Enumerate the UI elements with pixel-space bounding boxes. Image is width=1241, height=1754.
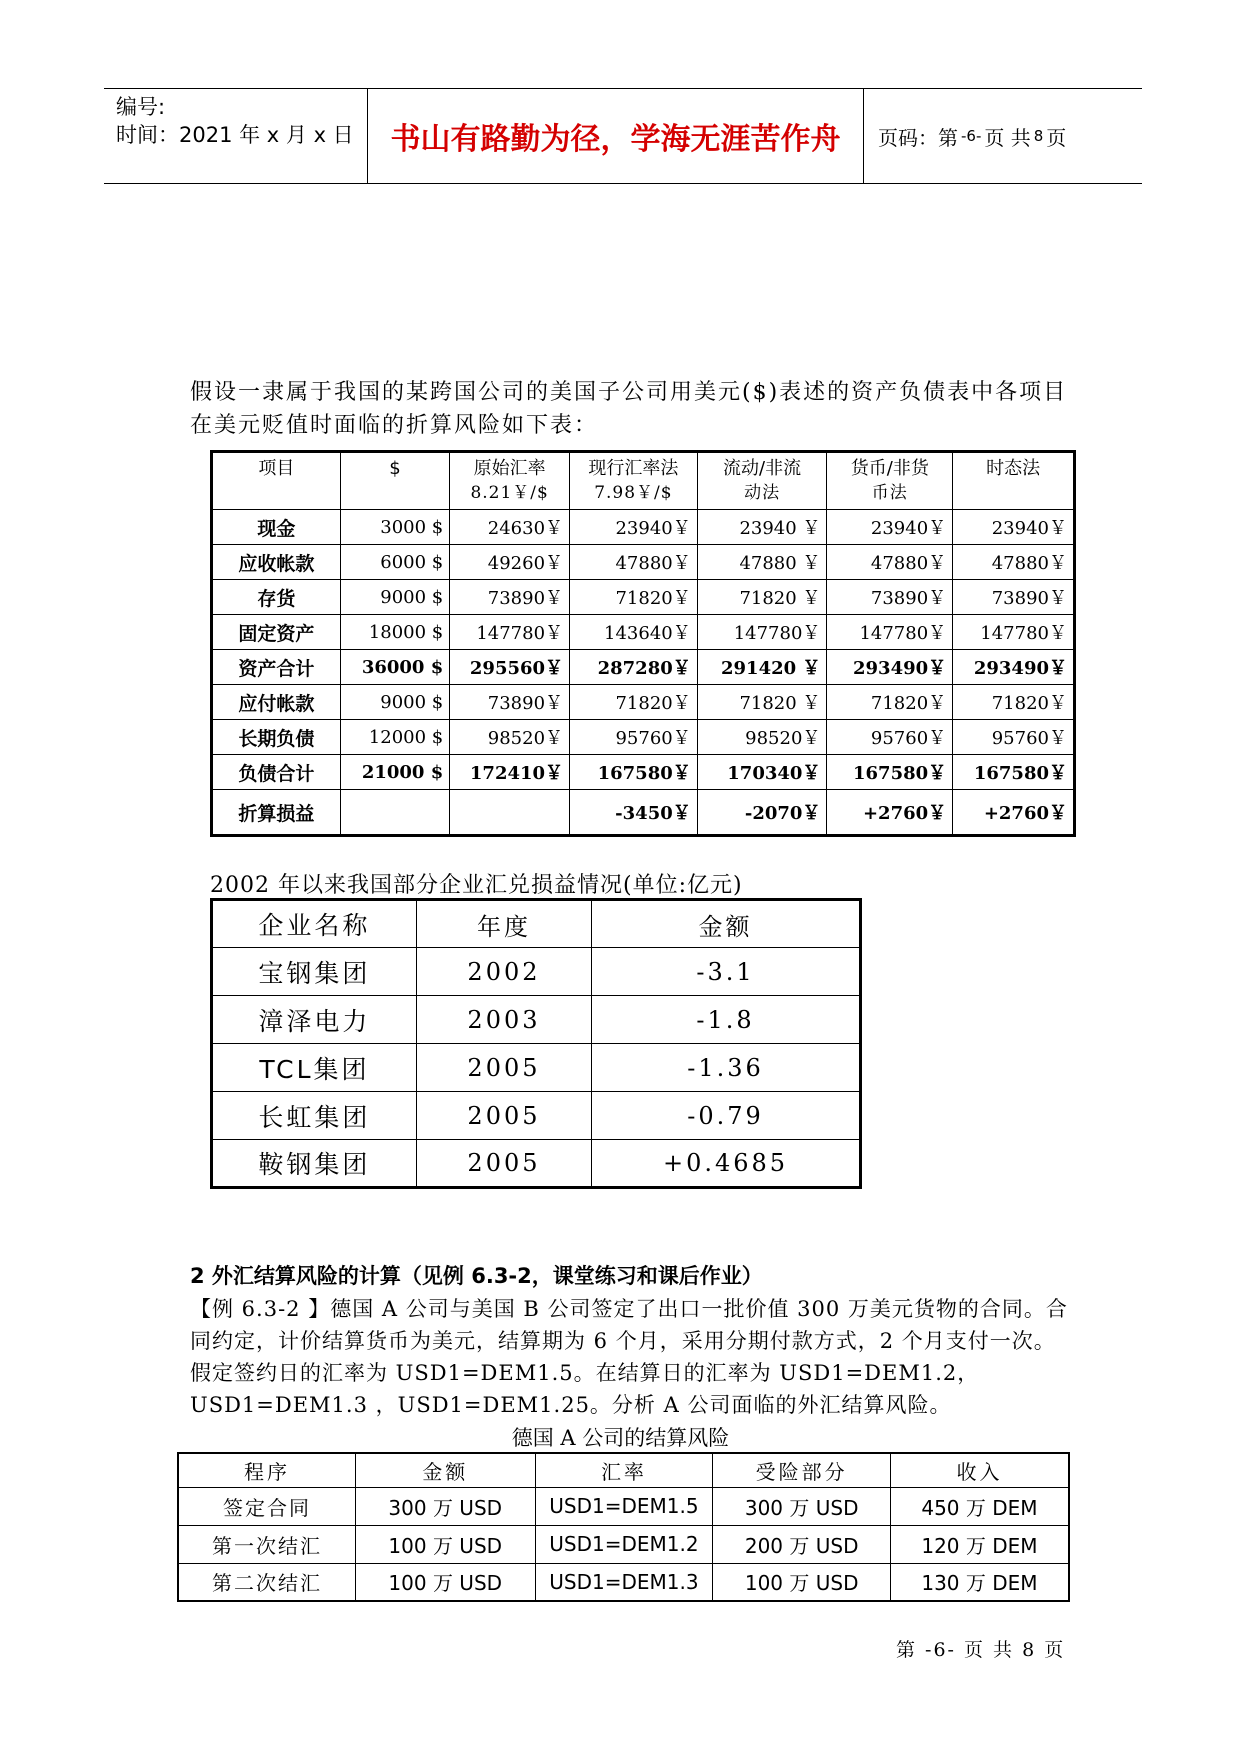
table-cell: 2005 <box>416 1092 591 1140</box>
table-cell: 9000 $ <box>340 580 450 615</box>
table1-row <box>212 755 1075 790</box>
step-label: 第二次结汇 <box>178 1563 355 1601</box>
table-cell: 71820￥ <box>570 580 698 615</box>
table1-row <box>212 790 1075 836</box>
table2-row <box>212 948 861 996</box>
table1-row <box>212 545 1075 580</box>
table-cell: USD1=DEM1.5 <box>535 1487 713 1525</box>
table1-header-cell <box>570 452 698 510</box>
table-cell: 73890￥ <box>827 580 953 615</box>
table-cell: 147780￥ <box>450 615 570 650</box>
settlement-risk-table <box>177 1452 1070 1602</box>
table-cell: 71820￥ <box>953 685 1075 720</box>
table1-header-cell <box>953 452 1075 510</box>
table-cell: 100 万 USD <box>713 1563 891 1601</box>
page-end: 页 <box>1046 125 1067 150</box>
table3-caption: 德国 A 公司的结算风险 <box>511 1426 730 1450</box>
table3-header-row <box>178 1453 1069 1487</box>
table-cell: -3450￥ <box>570 790 698 836</box>
table-cell: 95760￥ <box>953 720 1075 755</box>
intro-paragraph: 假设一隶属于我国的某跨国公司的美国子公司用美元($)表述的资产负债表中各项目在美元贬值时面临的折算风险如下表： <box>190 380 1068 438</box>
page-num: -6- <box>961 127 982 145</box>
table-cell: 47880￥ <box>570 545 698 580</box>
table-cell: 47880￥ <box>827 545 953 580</box>
header-line1: $ <box>389 458 401 479</box>
table-cell: 287280￥ <box>570 650 698 685</box>
table1-header-cell <box>212 452 341 510</box>
table2-header-cell: 金额 <box>592 900 861 948</box>
section-title: 2 外汇结算风险的计算（见例 6.3-2，课堂练习和课后作业） <box>190 1264 763 1288</box>
table-cell: 3000 $ <box>340 510 450 545</box>
header-meta <box>104 89 368 183</box>
table-cell: 71820￥ <box>827 685 953 720</box>
table-cell: 6000 $ <box>340 545 450 580</box>
table-cell: 167580￥ <box>953 755 1075 790</box>
table-cell: 23940 ￥ <box>697 510 827 545</box>
table2-header-row <box>212 900 861 948</box>
header-line2: 动法 <box>744 483 781 503</box>
table-cell: 71820 ￥ <box>697 580 827 615</box>
table-cell: 143640￥ <box>570 615 698 650</box>
table-cell: 170340￥ <box>697 755 827 790</box>
table-cell: 12000 $ <box>340 720 450 755</box>
table1-header-cell <box>340 452 450 510</box>
table-cell: 23940￥ <box>953 510 1075 545</box>
table3-header-cell: 金额 <box>355 1453 535 1487</box>
table2-row <box>212 1092 861 1140</box>
row-label: 应付帐款 <box>212 685 341 720</box>
company-name: 宝钢集团 <box>212 948 417 996</box>
table-cell <box>450 790 570 836</box>
row-label: 折算损益 <box>212 790 341 836</box>
table-cell: 47880 ￥ <box>697 545 827 580</box>
table-cell: 167580￥ <box>570 755 698 790</box>
table-cell: 98520￥ <box>450 720 570 755</box>
page-footer: 第 -6- 页 共 8 页 <box>896 1639 1066 1661</box>
table1-row <box>212 650 1075 685</box>
table-cell: 71820￥ <box>570 685 698 720</box>
table3-header-cell: 汇率 <box>535 1453 713 1487</box>
table-cell: 291420 ￥ <box>697 650 827 685</box>
company-name: 鞍钢集团 <box>212 1140 417 1188</box>
table-cell: 21000 $ <box>340 755 450 790</box>
row-label: 应收帐款 <box>212 545 341 580</box>
table1-row <box>212 720 1075 755</box>
page-total: 8 <box>1033 127 1044 145</box>
page-header <box>104 88 1142 184</box>
row-label: 固定资产 <box>212 615 341 650</box>
table-cell: USD1=DEM1.2 <box>535 1525 713 1563</box>
table1-row <box>212 580 1075 615</box>
table-cell: 167580￥ <box>827 755 953 790</box>
table3-row <box>178 1563 1069 1601</box>
table1-row <box>212 685 1075 720</box>
translation-risk-table <box>210 450 1076 837</box>
table-cell: 450 万 DEM <box>890 1487 1069 1525</box>
table-cell: -3.1 <box>592 948 861 996</box>
table1-header-cell <box>450 452 570 510</box>
table-cell: 147780￥ <box>827 615 953 650</box>
table2-header-cell: 年度 <box>416 900 591 948</box>
table-cell <box>340 790 450 836</box>
table3-row <box>178 1487 1069 1525</box>
table-cell: -1.36 <box>592 1044 861 1092</box>
table-cell: 100 万 USD <box>355 1563 535 1601</box>
company-name: TCL集团 <box>212 1044 417 1092</box>
table1-header-row <box>212 452 1075 510</box>
example-paragraph: 【例 6.3-2 】德国 A 公司与美国 B 公司签定了出口一批价值 300 万美元货物的合同。合同约定，计价结算货币为美元，结算期为 6 个月，采用分期付款方式，2 个月支付一次。假定签约日的汇率为 USD1=DEM1.5。在结算日的汇率为 USD1=DEM1.2，USD1=DEM1.3 ，USD1=DEM1.25。分析 A 公司面临的外汇结算风险。 <box>190 1297 1068 1417</box>
table-cell: 98520￥ <box>697 720 827 755</box>
header-line1: 货币/非货 <box>850 458 929 479</box>
table-cell: -1.8 <box>592 996 861 1044</box>
company-name: 长虹集团 <box>212 1092 417 1140</box>
exchange-loss-table <box>210 898 862 1189</box>
time-label: 时间：2021 年 x 月 x 日 <box>116 123 354 147</box>
step-label: 签定合同 <box>178 1487 355 1525</box>
table3-row <box>178 1525 1069 1563</box>
table-cell: 71820 ￥ <box>697 685 827 720</box>
table-cell: -0.79 <box>592 1092 861 1140</box>
table3-header-cell: 受险部分 <box>713 1453 891 1487</box>
table-cell: 24630￥ <box>450 510 570 545</box>
table3-header-cell: 收入 <box>890 1453 1069 1487</box>
table-cell: 49260￥ <box>450 545 570 580</box>
row-label: 现金 <box>212 510 341 545</box>
table-cell: 73890￥ <box>450 580 570 615</box>
header-line1: 时态法 <box>986 458 1041 479</box>
table-cell: 172410￥ <box>450 755 570 790</box>
page-suffix: 页 共 <box>984 125 1031 150</box>
step-label: 第一次结汇 <box>178 1525 355 1563</box>
table-cell: 18000 $ <box>340 615 450 650</box>
number-label: 编号: <box>116 95 166 119</box>
table-cell: USD1=DEM1.3 <box>535 1563 713 1601</box>
table-cell: 147780￥ <box>953 615 1075 650</box>
table-cell: 2002 <box>416 948 591 996</box>
table-cell: 300 万 USD <box>355 1487 535 1525</box>
table-cell: 95760￥ <box>827 720 953 755</box>
row-label: 存货 <box>212 580 341 615</box>
table-cell: 293490￥ <box>827 650 953 685</box>
table2-header-cell: 企业名称 <box>212 900 417 948</box>
table1-header-cell <box>827 452 953 510</box>
table-cell: 300 万 USD <box>713 1487 891 1525</box>
table-cell: 120 万 DEM <box>890 1525 1069 1563</box>
table-cell: +2760￥ <box>827 790 953 836</box>
header-page-number <box>864 89 1142 183</box>
table1-row <box>212 615 1075 650</box>
table-cell: 147780￥ <box>697 615 827 650</box>
header-line2: 币法 <box>871 483 908 503</box>
table-cell: 2005 <box>416 1044 591 1092</box>
row-label: 负债合计 <box>212 755 341 790</box>
table-cell: 2005 <box>416 1140 591 1188</box>
header-line1: 项目 <box>258 458 295 479</box>
table-cell: 36000 $ <box>340 650 450 685</box>
table-cell: +0.4685 <box>592 1140 861 1188</box>
header-line1: 原始汇率 <box>473 458 546 479</box>
row-label: 长期负债 <box>212 720 341 755</box>
header-line1: 流动/非流 <box>723 458 802 479</box>
table-cell: 47880￥ <box>953 545 1075 580</box>
header-motto: 书山有路勤为径，学海无涯苦作舟 <box>368 89 864 183</box>
table-cell: 100 万 USD <box>355 1525 535 1563</box>
table-cell: +2760￥ <box>953 790 1075 836</box>
header-line2: 7.98￥/$ <box>594 483 673 503</box>
row-label: 资产合计 <box>212 650 341 685</box>
page-prefix: 页码：第 <box>878 125 958 150</box>
table3-header-cell: 程序 <box>178 1453 355 1487</box>
table1-header-cell <box>697 452 827 510</box>
header-line1: 现行汇率法 <box>588 458 679 479</box>
table-cell: -2070￥ <box>697 790 827 836</box>
table-cell: 95760￥ <box>570 720 698 755</box>
table2-row <box>212 1140 861 1188</box>
table2-caption: 2002 年以来我国部分企业汇兑损益情况(单位:亿元) <box>210 873 743 898</box>
table-cell: 23940￥ <box>827 510 953 545</box>
table2-row <box>212 996 861 1044</box>
table2-row <box>212 1044 861 1092</box>
table-cell: 130 万 DEM <box>890 1563 1069 1601</box>
table-cell: 73890￥ <box>450 685 570 720</box>
header-line2: 8.21￥/$ <box>470 483 549 503</box>
table-cell: 9000 $ <box>340 685 450 720</box>
table-cell: 295560￥ <box>450 650 570 685</box>
company-name: 漳泽电力 <box>212 996 417 1044</box>
table-cell: 73890￥ <box>953 580 1075 615</box>
table-cell: 23940￥ <box>570 510 698 545</box>
table-cell: 200 万 USD <box>713 1525 891 1563</box>
table-cell: 2003 <box>416 996 591 1044</box>
table1-row <box>212 510 1075 545</box>
table-cell: 293490￥ <box>953 650 1075 685</box>
